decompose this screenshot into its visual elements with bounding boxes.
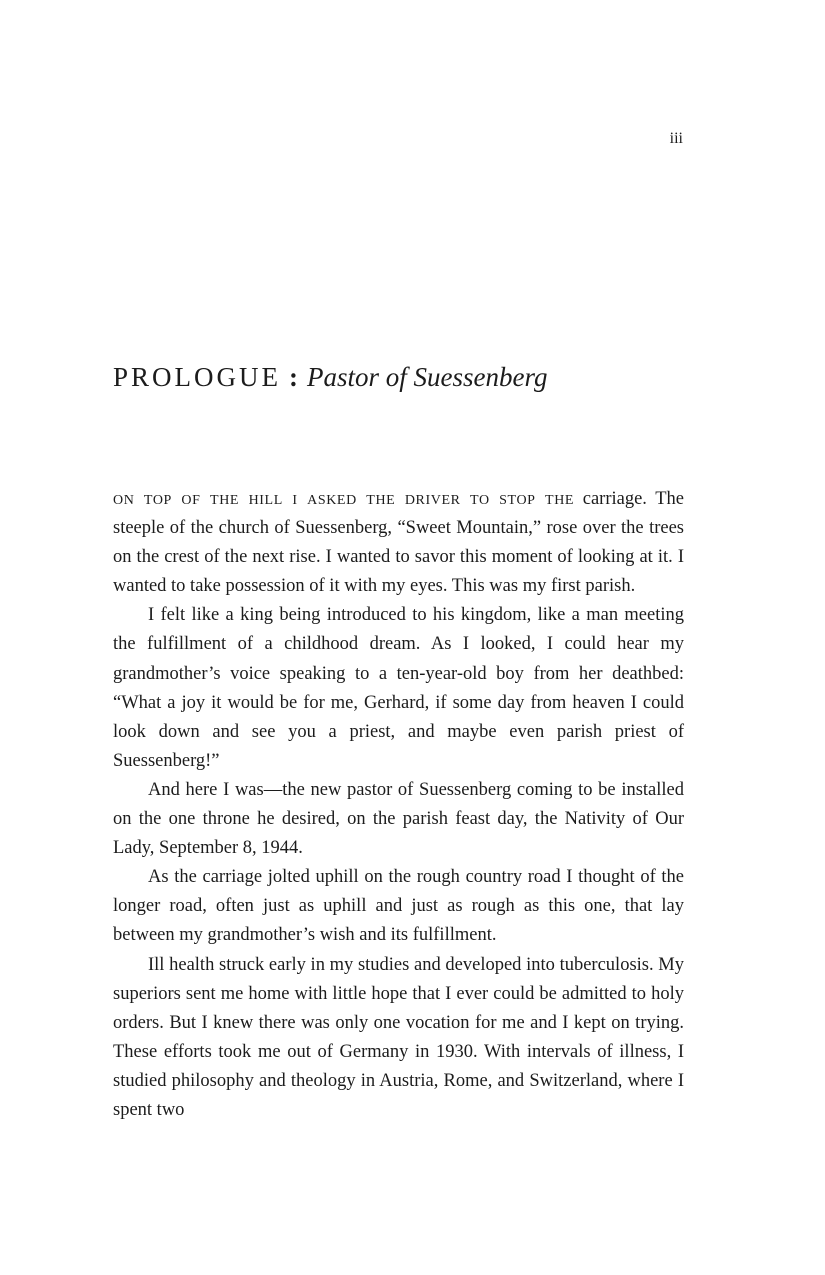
- paragraph-4: As the carriage jolted uphill on the rough country road I thought of the longer road, often just as uphill and just as rough as this one, that lay between my grandmother’s wish and its fulfillment.: [113, 867, 684, 946]
- page-number: iii: [669, 130, 683, 147]
- chapter-subtitle: Pastor of Suessenberg: [307, 362, 548, 392]
- chapter-label: PROLOGUE: [113, 362, 282, 392]
- chapter-heading: [113, 362, 548, 393]
- paragraph-text: carriage. The steeple of the church of Suessenberg, “Sweet Mountain,” rose over the trees on the crest of the next rise. I wanted to savor this moment of looking at it. I wanted to take possession of it with my eyes. This was my first parish.: [113, 489, 685, 597]
- body-text: [113, 484, 684, 1125]
- paragraph-3: And here I was—the new pastor of Suessenberg coming to be installed on the one throne he desired, on the parish feast day, the Nativity of Our Lady, September 8, 1944.: [113, 779, 684, 859]
- paragraph-1: [113, 484, 684, 601]
- paragraph-5: Ill health struck early in my studies and developed into tuberculosis. My superiors sent me home with little hope that I ever could be admitted to holy orders. But I knew there was only one vocation for me and I kept on trying. These efforts took me out of Germany in 1930. With intervals of illness, I studied philosophy and theology in Austria, Rome, and Switzerland, where I spent two: [113, 954, 684, 1120]
- chapter-separator: :: [289, 362, 299, 392]
- paragraph-2: I felt like a king being introduced to his kingdom, like a man meeting the fulfillment of a childhood dream. As I looked, I could hear my grandmother’s voice speaking to a ten-year-old boy from her deathbed: “What a joy it would be for me, Gerhard, if some day from heaven I could look down and see you a priest, and maybe even parish priest of Suessenberg!”: [113, 605, 684, 771]
- paragraph-lead-in: on top of the hill i asked the driver to stop the: [113, 488, 575, 509]
